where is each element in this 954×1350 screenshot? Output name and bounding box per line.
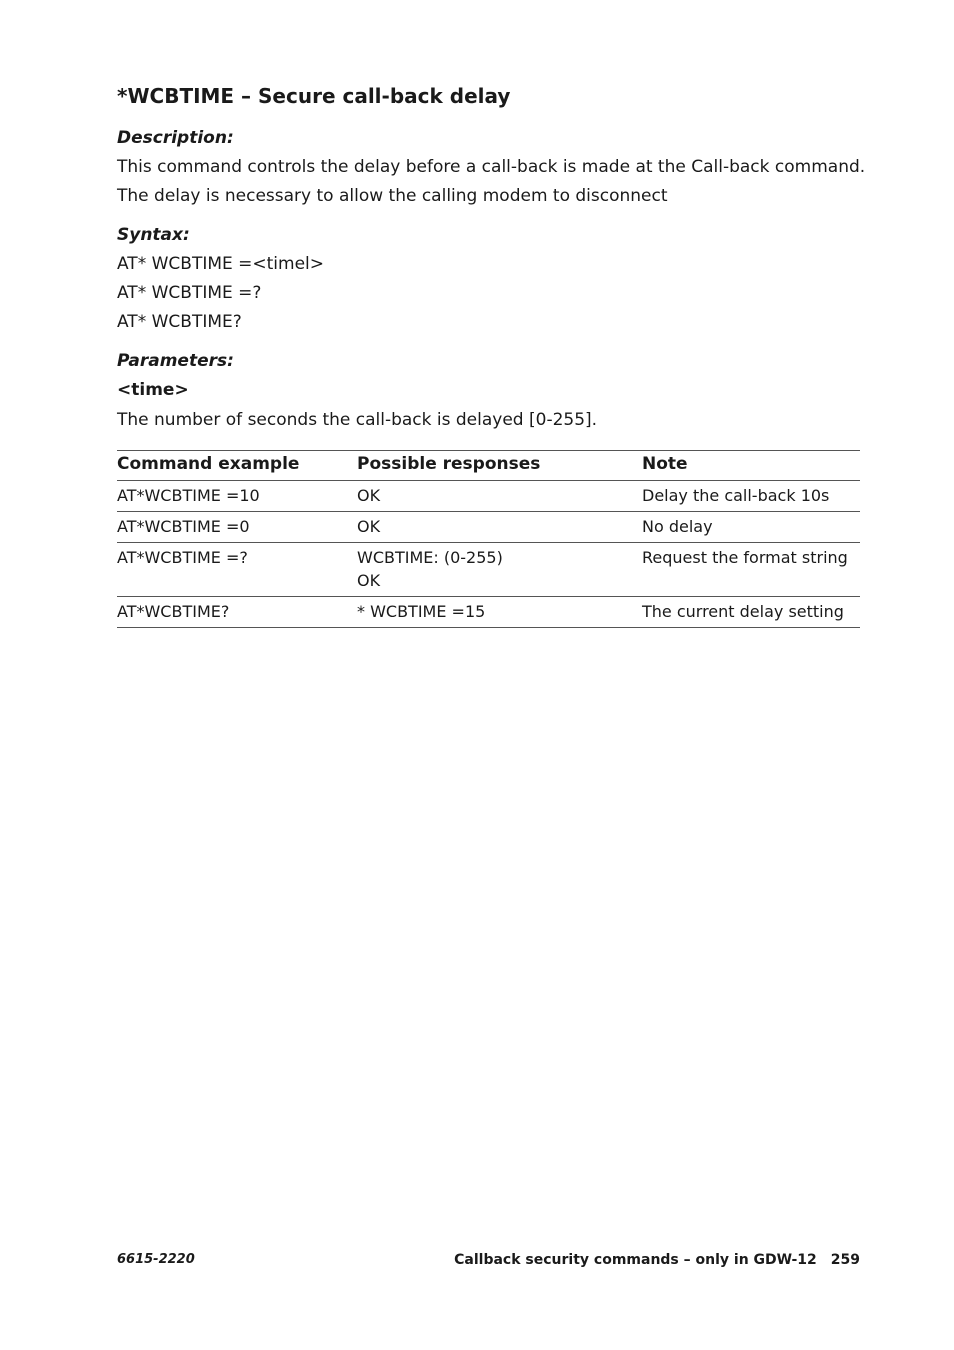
description-line-2: The delay is necessary to allow the calling modem to disconnect: [117, 186, 668, 206]
table-row: [117, 597, 860, 628]
parameters-label: Parameters:: [117, 351, 234, 371]
table-header-row: [117, 451, 860, 481]
cell-responses: [357, 597, 642, 628]
parameter-name: <time>: [117, 380, 189, 400]
response-line: OK: [357, 571, 381, 590]
syntax-line-3: AT* WCBTIME?: [117, 312, 242, 332]
table-row: [117, 543, 860, 597]
cell-responses: [357, 512, 642, 543]
table-row: [117, 481, 860, 512]
header-possible-responses: Possible responses: [357, 451, 642, 481]
cell-note: Request the format string: [642, 543, 860, 597]
response-line: WCBTIME: (0-255): [357, 548, 503, 567]
response-line: OK: [357, 517, 381, 536]
response-line: OK: [357, 486, 381, 505]
cell-command: AT*WCBTIME =10: [117, 481, 357, 512]
footer-section: [454, 1252, 860, 1268]
footer-doc-number: 6615-2220: [117, 1252, 195, 1267]
cell-responses: [357, 543, 642, 597]
response-line: * WCBTIME =15: [357, 602, 486, 621]
parameter-description: The number of seconds the call-back is delayed [0-255].: [117, 410, 598, 430]
description-label: Description:: [117, 128, 234, 148]
header-note: Note: [642, 451, 860, 481]
cell-responses: [357, 481, 642, 512]
command-table: [117, 450, 860, 628]
syntax-line-2: AT* WCBTIME =?: [117, 283, 262, 303]
cell-command: AT*WCBTIME?: [117, 597, 357, 628]
cell-note: The current delay setting: [642, 597, 860, 628]
syntax-line-1: AT* WCBTIME =<timel>: [117, 254, 325, 274]
cell-command: AT*WCBTIME =0: [117, 512, 357, 543]
table-row: [117, 512, 860, 543]
footer-page-number: 259: [830, 1252, 860, 1268]
cell-note: No delay: [642, 512, 860, 543]
description-line-1: This command controls the delay before a call-back is made at the Call-back command.: [117, 157, 866, 177]
header-command-example: Command example: [117, 451, 357, 481]
cell-command: AT*WCBTIME =?: [117, 543, 357, 597]
cell-note: Delay the call-back 10s: [642, 481, 860, 512]
section-title: *WCBTIME – Secure call-back delay: [117, 84, 511, 108]
footer-section-title: Callback security commands – only in GDW-12: [454, 1252, 817, 1268]
syntax-label: Syntax:: [117, 225, 190, 245]
